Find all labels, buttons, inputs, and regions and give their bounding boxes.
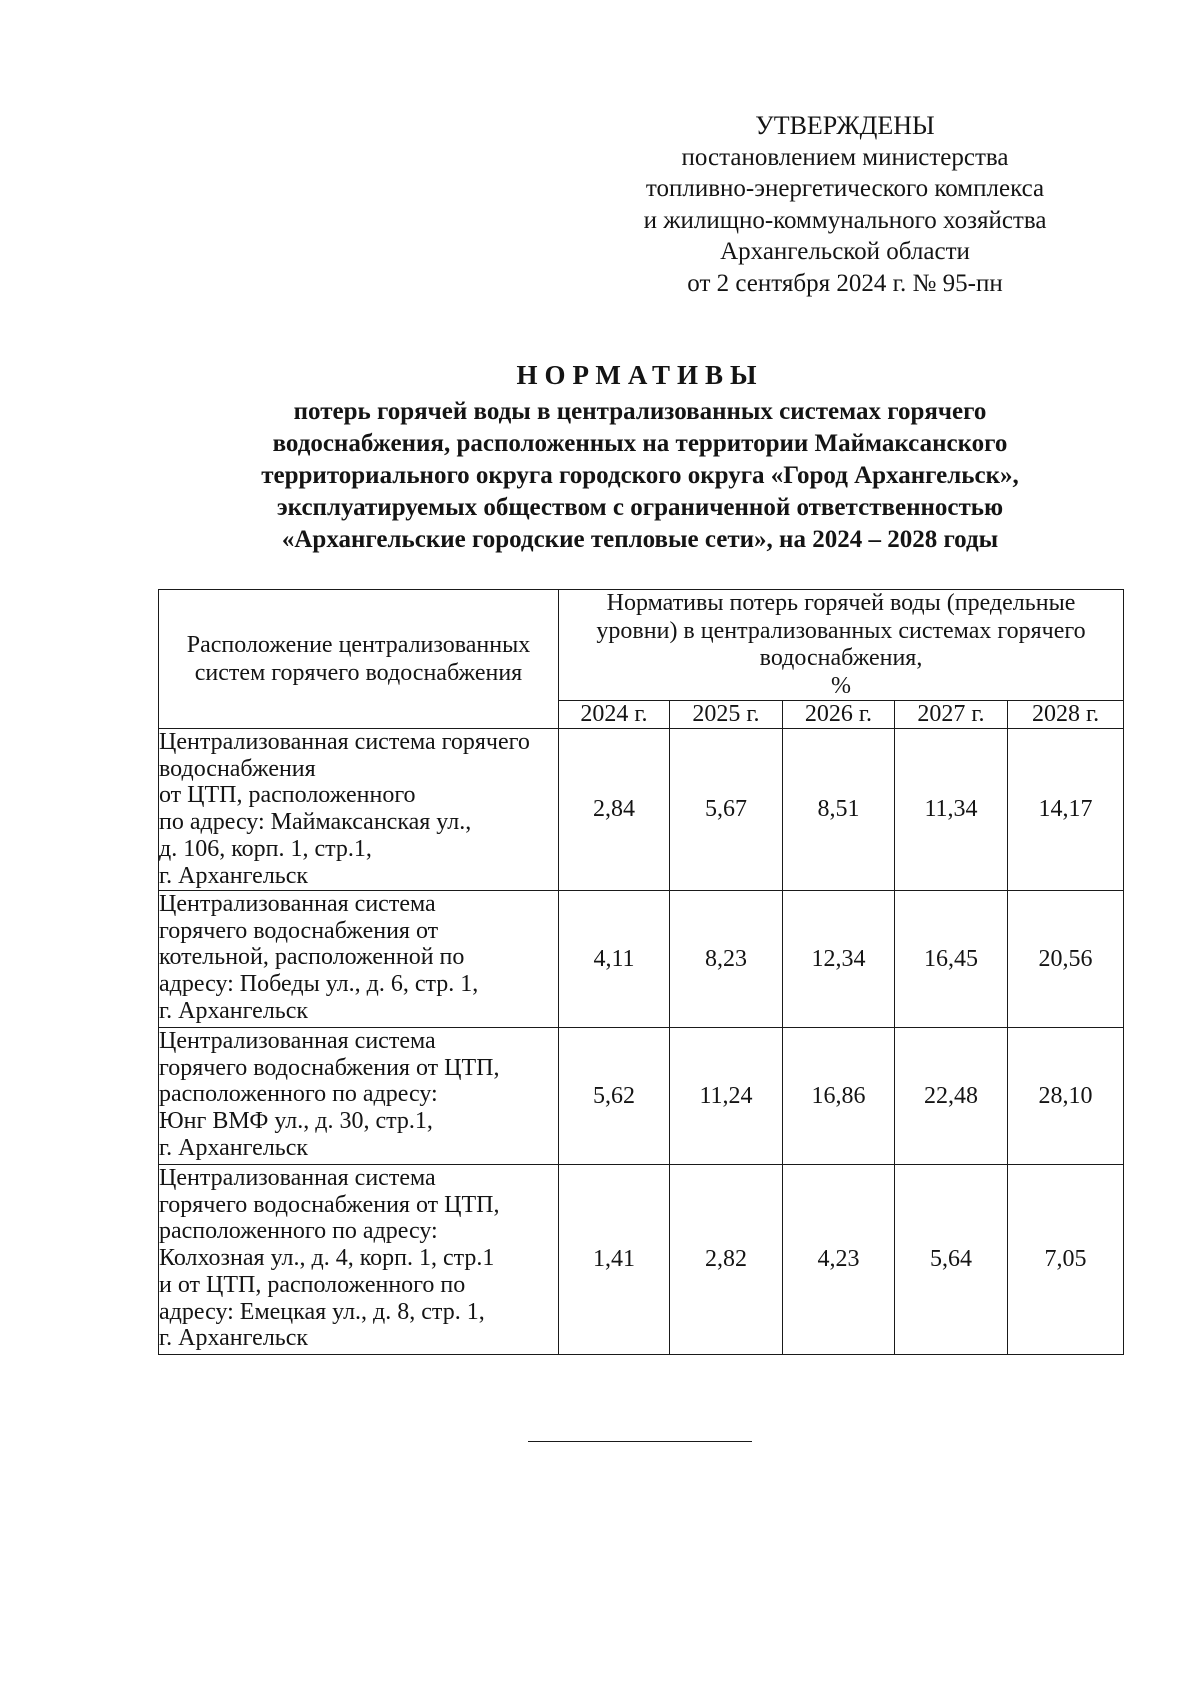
value-cell: 7,05 [1008, 1165, 1124, 1355]
document-title: НОРМАТИВЫ [516, 360, 764, 390]
location-cell [159, 1028, 559, 1165]
norms-table [158, 589, 1124, 1355]
value-cell: 16,86 [783, 1028, 895, 1165]
location-line: Централизованная система [159, 1165, 436, 1191]
year-header: 2028 г. [1008, 701, 1124, 729]
document-subtitle [150, 396, 1130, 556]
table-row [159, 1165, 1124, 1355]
value-cell: 4,11 [559, 891, 670, 1028]
location-line: горячего водоснабжения от ЦТП, [159, 1191, 500, 1218]
location-line: водоснабжения [159, 755, 316, 782]
approval-line: постановлением министерства [681, 143, 1009, 171]
location-cell [159, 891, 559, 1028]
table-row [159, 1028, 1124, 1165]
approval-line: от 2 сентября 2024 г. № 95-пн [687, 269, 1003, 297]
location-line: от ЦТП, расположенного [159, 782, 416, 809]
location-line: Централизованная система [159, 891, 436, 917]
approval-title: УТВЕРЖДЕНЫ [755, 111, 935, 140]
value-cell: 8,51 [783, 729, 895, 891]
location-header-line: систем горячего водоснабжения [194, 660, 523, 686]
subtitle-line: территориального округа городского округа «Город Архангельск», [261, 462, 1019, 489]
subtitle-line: водоснабжения, расположенных на территории Маймаксанского [272, 430, 1008, 457]
group-header-line: Нормативы потерь горячей воды (предельные [606, 590, 1076, 616]
subtitle-line: «Архангельские городские тепловые сети», на 2024 – 2028 годы [281, 526, 999, 553]
value-cell: 20,56 [1008, 891, 1124, 1028]
location-line: г. Архангельск [159, 997, 309, 1024]
group-header-line: уровни) в централизованных системах горячего [596, 617, 1086, 644]
value-cell: 11,24 [670, 1028, 783, 1165]
group-header-line: % [831, 672, 852, 699]
approval-line: и жилищно-коммунального хозяйства [643, 206, 1047, 234]
value-cell: 1,41 [559, 1165, 670, 1355]
location-line: горячего водоснабжения от [159, 917, 439, 944]
value-cell: 28,10 [1008, 1028, 1124, 1165]
value-cell: 22,48 [895, 1028, 1008, 1165]
location-column-header [159, 590, 559, 729]
location-line: Колхозная ул., д. 4, корп. 1, стр.1 [159, 1245, 495, 1272]
subtitle-line: потерь горячей воды в централизованных системах горячего [293, 398, 987, 425]
location-line: расположенного по адресу: [159, 1218, 438, 1245]
location-line: г. Архангельск [159, 1134, 309, 1161]
value-cell: 8,23 [670, 891, 783, 1028]
year-header: 2025 г. [670, 701, 783, 729]
location-line: г. Архангельск [159, 1325, 309, 1352]
closing-divider [528, 1441, 752, 1442]
value-cell: 5,62 [559, 1028, 670, 1165]
year-header: 2027 г. [895, 701, 1008, 729]
value-cell: 14,17 [1008, 729, 1124, 891]
norms-group-header [559, 590, 1124, 701]
value-cell: 2,82 [670, 1165, 783, 1355]
approval-block [600, 110, 1090, 299]
location-cell [159, 1165, 559, 1355]
table-row [159, 891, 1124, 1028]
location-line: котельной, расположенной по [159, 944, 465, 971]
location-line: Централизованная система [159, 1028, 436, 1054]
location-line: по адресу: Маймаксанская ул., [159, 809, 472, 836]
location-line: Централизованная система горячего [159, 729, 530, 755]
location-line: адресу: Емецкая ул., д. 8, стр. 1, [159, 1298, 485, 1325]
location-line: д. 106, корп. 1, стр.1, [159, 835, 372, 862]
location-line: адресу: Победы ул., д. 6, стр. 1, [159, 971, 479, 998]
subtitle-line: эксплуатируемых обществом с ограниченной ответственностью [276, 494, 1004, 521]
value-cell: 2,84 [559, 729, 670, 891]
value-cell: 5,64 [895, 1165, 1008, 1355]
year-header: 2026 г. [783, 701, 895, 729]
location-header-line: Расположение централизованных [186, 632, 531, 658]
year-header: 2024 г. [559, 701, 670, 729]
value-cell: 11,34 [895, 729, 1008, 891]
approval-line: Архангельской области [720, 238, 970, 265]
table-row [159, 729, 1124, 891]
value-cell: 4,23 [783, 1165, 895, 1355]
location-line: Юнг ВМФ ул., д. 30, стр.1, [159, 1108, 433, 1135]
approval-line: топливно-энергетического комплекса [645, 175, 1045, 202]
location-line: горячего водоснабжения от ЦТП, [159, 1054, 500, 1081]
location-line: г. Архангельск [159, 862, 309, 889]
group-header-line: водоснабжения, [759, 645, 923, 671]
location-line: расположенного по адресу: [159, 1081, 438, 1108]
location-cell [159, 729, 559, 891]
value-cell: 16,45 [895, 891, 1008, 1028]
value-cell: 12,34 [783, 891, 895, 1028]
value-cell: 5,67 [670, 729, 783, 891]
location-line: и от ЦТП, расположенного по [159, 1271, 466, 1298]
